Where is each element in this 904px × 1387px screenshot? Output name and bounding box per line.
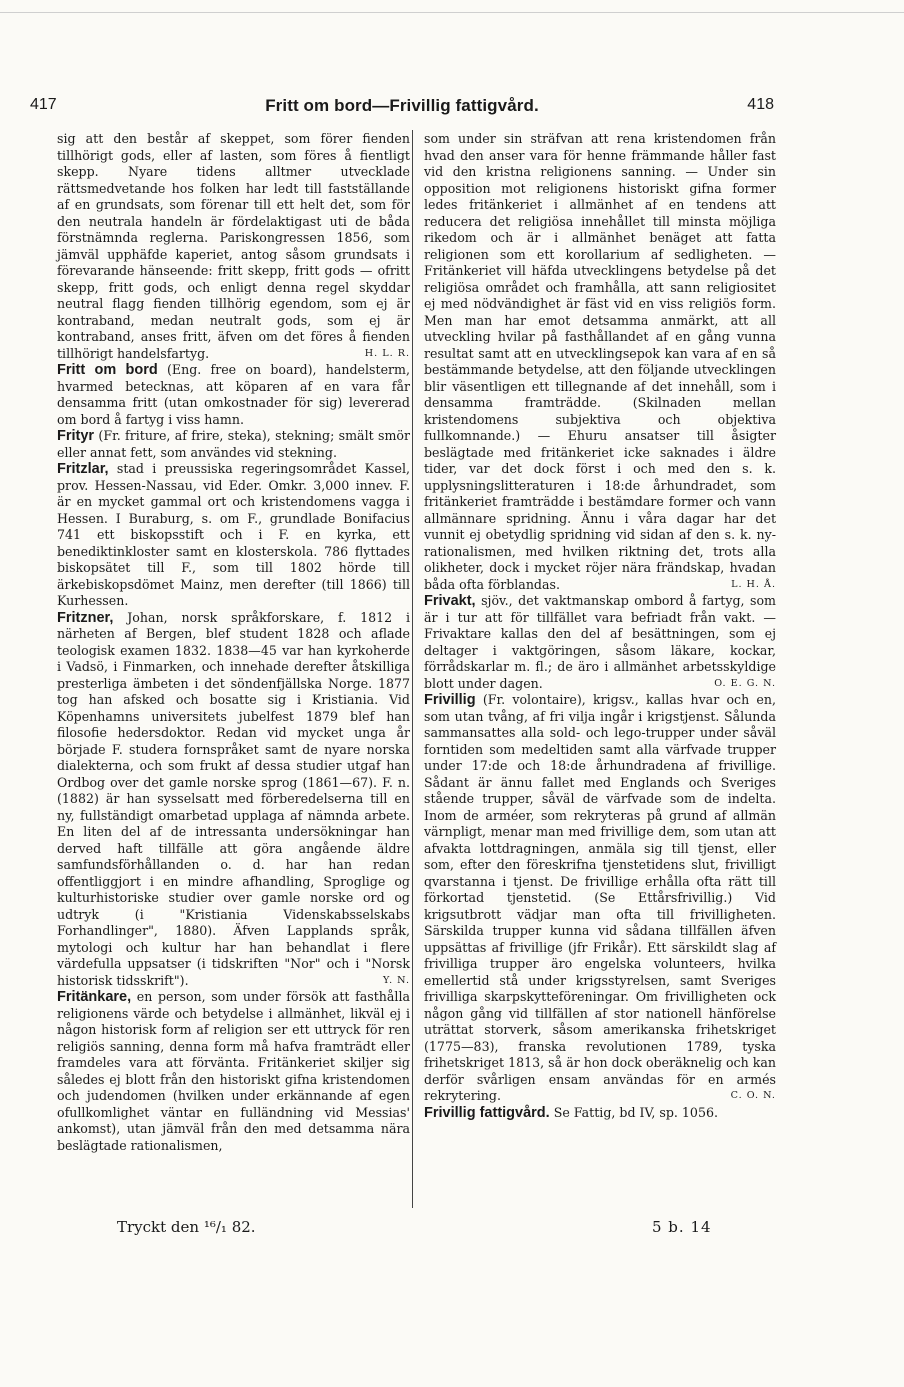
entry [57, 362, 410, 428]
entry [424, 131, 776, 593]
entry [57, 610, 410, 990]
entry-headword: Frityr [57, 428, 95, 444]
left-page-number: 417 [30, 96, 57, 113]
entry [57, 131, 410, 362]
right-page-number: 418 [747, 96, 774, 113]
left-column [57, 131, 410, 1154]
entry-signature: L. H. Å. [731, 578, 776, 590]
entry-text: (Fr. friture, af frire, steka), stekning; smält smör eller annat fett, som användes vid stekning. [57, 428, 410, 460]
entry-headword: Fritzlar, [57, 461, 109, 477]
entry-signature: Y. N. [382, 974, 410, 986]
entry-text: Johan, norsk språkforskare, f. 1812 i närheten af Bergen, blef student 1828 och aflade teologisk examen 1832. 1838—45 var han kyrkoherde i Vadsö, i Finmarken, och innehade derefter åtskilliga presterliga ämbeten i det söndenfjällska Norge. 1877 tog han afsked och bosatte sig i Kristiania. Vid Köpenhamns universitets jubelfest 1879 blef han filosofie hedersdoktor. Redan vid mycket unga år började F. studera fornspråket samt de nyare norska dialekterna, och som frukt af dessa studier utgaf han Ordbog over det gamle norske sprog (1861—67). F. n. (1882) är han sysselsatt med förberedelserna till en ny, fullständigt omarbetad upplaga af nämnda arbete. En liten del af de intressanta undersökningar han derved haft tillfälle att göra angående äldre samfundsförhållanden o. d. har han redan offentliggjort i en mindre afhandling, Sproglige og kulturhistoriske studier over gamle norske ord og udtryk (i "Kristiania Videnskabsselskabs Forhandlinger", 1880). Äfven Lapplands språk, mytologi och kultur har han behandlat i flere värdefulla uppsatser (i tidskriften "Nor" och i "Norsk historisk tidsskrift"). [57, 609, 410, 988]
top-rule [0, 12, 904, 13]
entry-signature: C. O. N. [730, 1090, 776, 1101]
entry [424, 1105, 776, 1122]
sheet-mark: 5 b. 14 [652, 1218, 712, 1236]
entry-headword: Frivakt, [424, 593, 476, 609]
entry-headword: Fritt om bord [57, 362, 158, 378]
entry [57, 989, 410, 1154]
entry-text: (Fr. volontaire), krigsv., kallas hvar och en, som utan tvång, af fri vilja ingår i krigstjenst. Sålunda sammansattes alla sold- och lego-trupper under såväl forntiden som medeltiden samt alla värfvade trupper under 17:de och 18:de århundradena af frivillige. Sådant är ännu fallet med Englands och Sveriges stående trupper, såväl de värfvade som de indelta. Inom de arméer, som rekryteras på grund af allmän värnpligt, menar man med frivillige dem, som utan att afvakta lottdragningen, anmäla sig till tjenst, eller som, efter den föreskrifna tjenstetidens slut, frivilligt qvarstanna i tjenst. De frivillige erhålla ofta rätt till förkortad tjenstetid. (Se Ettårsfrivillig.) Vid krigsutbrott vädjar man ofta till frivilligheten. Särskilda trupper kunna vid sådana tillfällen äfven uppsättas af frivillige (jfr Frikår). Ett särskildt slag af frivilliga trupper äro engelska volunteers, hvilka emellertid stå under krigsstyrelsen, samt Sveriges frivilliga skarpskytteföreningar. Om frivilligheten ock någon gång vid tillfällen af stor nationell hänförelse uträttat storverk, såsom amerikanska frihetskriget (1775—83), franska revolutionen 1789, tyska frihetskriget 1813, så är hon dock oberäknelig och kan derför svårligen ensam användas för en armés rekrytering. [424, 692, 776, 1103]
column-divider [412, 130, 413, 1208]
entry-headword: Fritänkare, [57, 989, 132, 1005]
entry-text: en person, som under försök att fasthålla religionens värde och betydelse i allmänhet, likväl ej i någon historisk form af religion ser ett uttryck för ren religiös sanning, denna form må hafva framträdt eller framdeles vara att förvänta. Fritänkeriet skiljer sig således ej blott från den historiskt gifna kristendomen och judendomen (hvilken under erkännande af egen ofullkomlighet väntar en fulländning vid Messias' ankomst), utan jämväl från den med detsamma nära beslägtade rationalismen, [57, 989, 410, 1153]
running-title: Fritt om bord—Frivillig fattigvård. [265, 96, 539, 115]
entry-text: som under sin sträfvan att rena kristendomen från hvad den anser vara för henne främmande håller fast vid den kristna religionens sanning. — Under sin opposition mot religionens historiskt gifna former ledes fritänkeriet i allmänhet af en tendens att reducera det religiösa innehållet till minsta möjliga rikedom och är i allmänhet benäget att fatta religionen som ett korollarium af sedligheten. — Fritänkeriet vill häfda utvecklingens betydelse på det religiösa området och framhålla, att sann religiositet ej med nödvändighet är fäst vid en viss religiös form. Men man har emot detsamma anmärkt, att all utveckling hvilar på fasthållandet af en gång vunna resultat samt att en utvecklingsepok kan vara af en så bestämmande betydelse, att den följande utvecklingen blir väsentligen ett tillegnande af det innehåll, som i densamma framträdde. (Skilnaden mellan kristendomens subjektiva och objektiva fullkomnande.) — Ehuru ansatser till åsigter beslägtade med fritänkeriet icke saknades i äldre tider, var det dock först i och med den s. k. upplysningslitteraturen i 18:de århundradet, som fritänkeriet framträdde i bestämdare former och vann allmännare spridning. Ännu i våra dagar har det vunnit ej obetydlig spridning vid sidan af den s. k. ny-rationalismen, med hvilken riktning det, trots alla olikheter, dock i mycket röjer nära frändskap, hvadan båda ofta förblandas. [424, 131, 776, 592]
entry-signature: O. E. G. N. [714, 677, 776, 689]
entry-text: stad i preussiska regeringsområdet Kassel, prov. Hessen-Nassau, vid Eder. Omkr. 3,000 innev. F. är en mycket gammal ort och kristendomens vagga i Hessen. I Buraburg, s. om F., grundlade Bonifacius 741 ett biskopsstift och i F. en kyrka, ett benediktinkloster samt en klosterskola. 786 flyttades biskopsätet till F., som till 1802 hörde till ärkebiskopsdömet Mainz, men derefter (till 1866) till Kurhessen. [57, 461, 410, 608]
entry-text: sjöv., det vaktmanskap ombord å fartyg, som är i tur att för tillfället vara befriadt från vakt. — Frivaktare kallas den del af besättningen, som ej deltager i vaktgöringen, såsom läkare, kockar, förrådskarlar m. fl.; de äro i allmänhet arbetsskyldige blott under dagen. [424, 593, 776, 691]
print-date: Tryckt den ¹⁶/₁ 82. [117, 1218, 256, 1236]
entry-headword: Fritzner, [57, 609, 114, 626]
entry-text: (Eng. free on board), handelsterm, hvarmed betecknas, att köparen af en vara får densamma fritt (utan omkostnader för sig) levererad om bord å fartyg i viss hamn. [57, 362, 410, 427]
entry [57, 461, 410, 610]
entry-text: Se Fattig, bd IV, sp. 1056. [549, 1104, 718, 1120]
entry [424, 692, 776, 1105]
entry-headword: Frivillig [424, 692, 476, 708]
entry-headword: Frivillig fattigvård. [424, 1104, 550, 1121]
entry [424, 593, 776, 692]
page-header [30, 96, 774, 122]
right-column [424, 131, 776, 1121]
entry [57, 428, 410, 461]
entry-signature: H. L. R. [364, 347, 410, 359]
entry-text: sig att den består af skeppet, som förer fienden tillhörigt gods, eller af lasten, som föres å fientligt skepp. Nyare tidens alltmer utvecklade rättsmedvetande hos folken har ledt till fastställande af en grundsats, som förenar till ett helt det, som för den neutrala handeln är fördelaktigast uti de båda förstnämnda reglerna. Pariskongressen 1856, som jämväl upphäfde kaperiet, antog såsom grundsats i förevarande hänseende: fritt skepp, fritt gods — ofritt skepp, fritt gods, och enligt denna regel skyddar neutral flagg fienden tillhörig egendom, som ej är kontraband, medan neutralt gods, som ej är kontraband, anses fritt, äfven om det föres å fienden tillhörigt handelsfartyg. [57, 131, 410, 361]
